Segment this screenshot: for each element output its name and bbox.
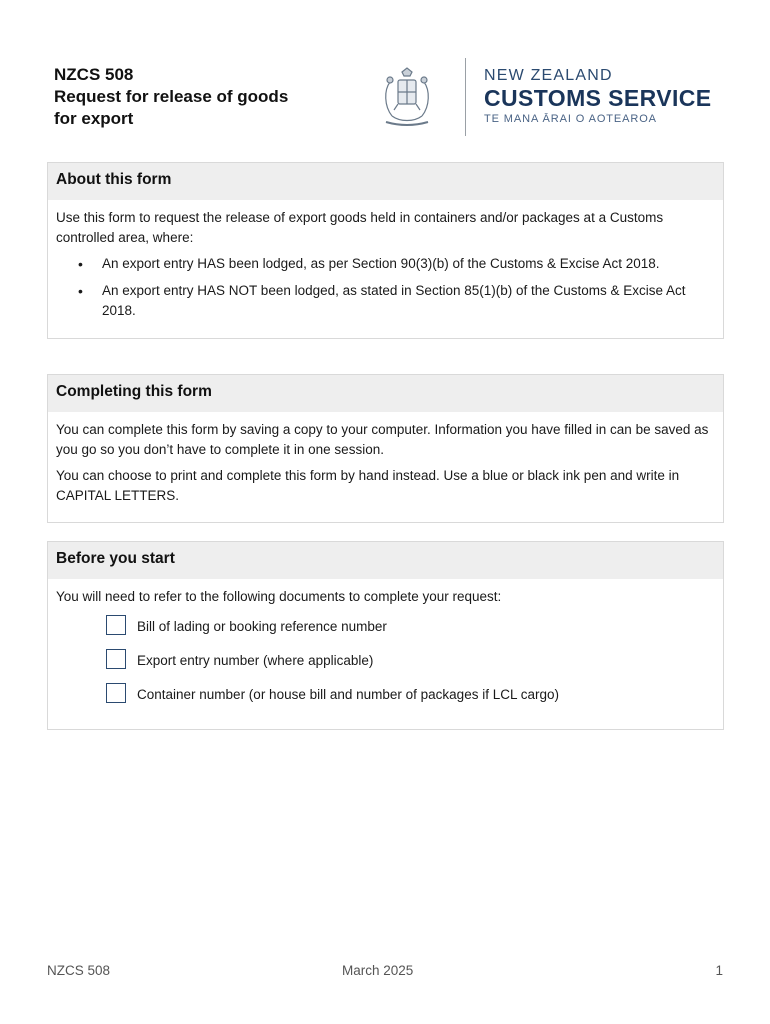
page-number: 1 xyxy=(715,963,723,978)
nz-coat-of-arms-icon xyxy=(376,66,438,130)
page-header xyxy=(54,64,734,144)
section-intro: You will need to refer to the following documents to complete your request: xyxy=(56,589,502,604)
section-body xyxy=(48,579,723,729)
section-heading: Completing this form xyxy=(48,375,723,412)
document-checklist xyxy=(56,617,715,719)
section-paragraph: You can choose to print and complete this form by hand instead. Use a blue or black ink pen and write in CAPITAL LETTERS. xyxy=(56,468,680,503)
form-title xyxy=(54,64,354,130)
checklist-item xyxy=(56,651,715,685)
section-paragraph: You can complete this form by saving a copy to your computer. Information you have filled in can be saved as you go so you don’t have to complete it in one session. xyxy=(56,422,709,457)
checklist-item xyxy=(56,685,715,719)
checklist-label: Export entry number (where applicable) xyxy=(137,653,374,668)
section-body xyxy=(48,200,723,338)
checkbox[interactable] xyxy=(106,649,126,669)
bullet-list xyxy=(56,254,715,321)
section-heading: Before you start xyxy=(48,542,723,579)
checklist-item xyxy=(56,617,715,651)
brand-divider xyxy=(465,58,466,136)
form-title-line: Request for release of goods xyxy=(54,87,289,106)
footer-date: March 2025 xyxy=(342,963,414,978)
checkbox[interactable] xyxy=(106,683,126,703)
completing-section xyxy=(47,374,724,523)
page-footer xyxy=(47,963,723,983)
checkbox[interactable] xyxy=(106,615,126,635)
section-heading: About this form xyxy=(48,163,723,200)
brand-top-text: NEW ZEALAND xyxy=(484,67,613,84)
bullet-item: • An export entry HAS been lodged, as per Section 90(3)(b) of the Customs & Excise Act 2018. xyxy=(56,254,715,274)
checklist-label: Container number (or house bill and number of packages if LCL cargo) xyxy=(137,687,559,702)
about-section xyxy=(47,162,724,339)
bullet-item: • An export entry HAS NOT been lodged, as stated in Section 85(1)(b) of the Customs & Excise Act 2018. xyxy=(56,281,715,321)
brand-main-text: CUSTOMS SERVICE xyxy=(484,85,712,111)
brand-bottom-text: TE MANA ĀRAI O AOTEAROA xyxy=(484,113,657,125)
form-title-line: for export xyxy=(54,109,134,128)
before-section xyxy=(47,541,724,730)
section-body xyxy=(48,412,723,522)
footer-form-code: NZCS 508 xyxy=(47,963,111,978)
form-title-line: NZCS 508 xyxy=(54,65,134,84)
section-intro: Use this form to request the release of export goods held in containers and/or packages at a Customs controlled area, where: xyxy=(56,210,664,245)
customs-logo xyxy=(484,67,734,126)
checklist-label: Bill of lading or booking reference number xyxy=(137,619,387,634)
